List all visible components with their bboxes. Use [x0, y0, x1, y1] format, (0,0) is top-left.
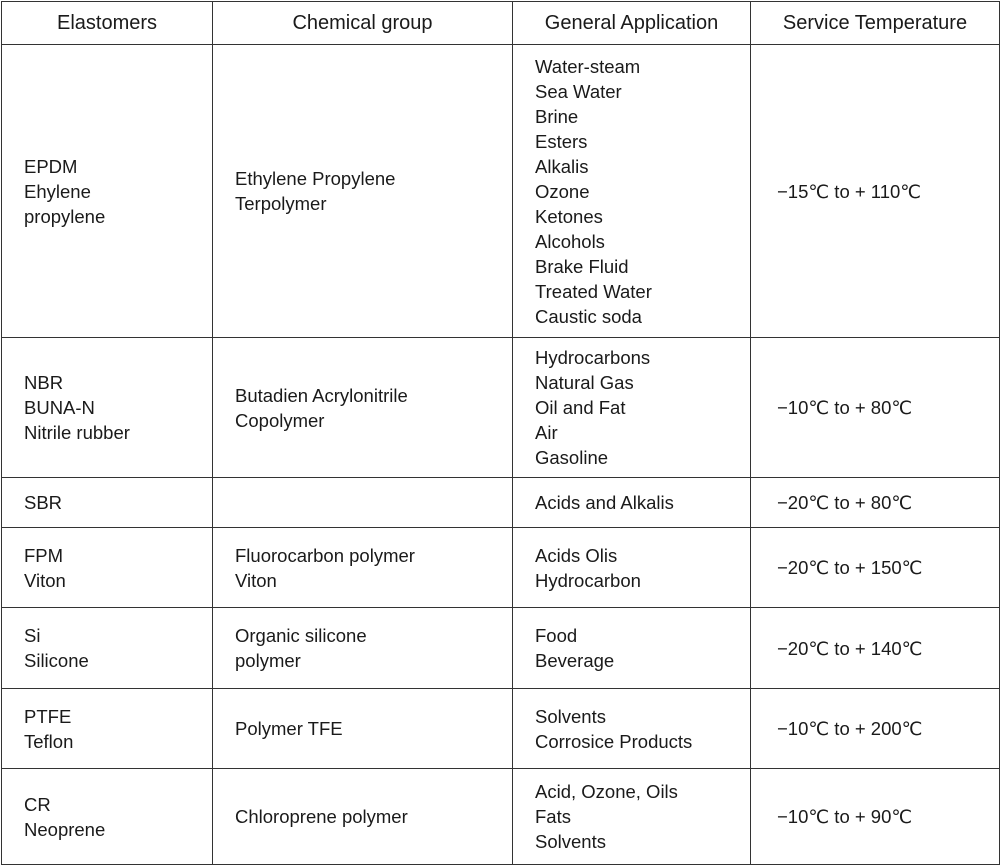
elastomer-cell-line: BUNA-N	[24, 397, 95, 418]
application-cell-line: Hydrocarbons	[535, 347, 651, 368]
application-cell-line: Corrosice Products	[535, 730, 693, 752]
application-cell	[513, 478, 751, 528]
application-cell-line: Acids Olis	[535, 544, 618, 566]
application-cell-line: Ketones	[535, 205, 603, 227]
elastomer-cell-line: Si	[24, 625, 41, 646]
chemical-group-cell-line: Ethylene Propylene	[235, 168, 396, 189]
application-cell	[513, 45, 751, 338]
application-cell-line: Alkalis	[535, 155, 589, 177]
chemical-group-cell	[213, 338, 513, 478]
temperature-cell: −10℃ to + 80℃	[751, 338, 1000, 478]
application-cell-line: Acid, Ozone, Oils	[535, 781, 678, 802]
chemical-group-cell-line: polymer	[235, 650, 301, 671]
table-row	[2, 689, 1000, 769]
header-chemical-group: Chemical group	[213, 2, 513, 45]
application-cell-line: Ozone	[535, 180, 590, 202]
elastomer-cell-line: SBR	[24, 492, 63, 513]
application-cell	[513, 528, 751, 608]
elastomer-cell-line: Viton	[24, 569, 66, 591]
elastomer-cell	[2, 478, 213, 528]
application-cell-line: Solvents	[535, 831, 606, 852]
elastomer-cell-line: Neoprene	[24, 818, 106, 840]
chemical-group-cell-line: Copolymer	[235, 409, 325, 431]
application-cell-line: Food	[535, 625, 578, 646]
elastomer-cell-line: PTFE	[24, 705, 72, 727]
elastomer-cell-line: Ehylene	[24, 180, 91, 202]
table-row	[2, 528, 1000, 608]
elastomer-cell-line: EPDM	[24, 155, 78, 177]
chemical-group-cell-line: Viton	[235, 569, 277, 591]
application-cell-line: Treated Water	[535, 280, 652, 302]
elastomer-cell-line: CR	[24, 793, 51, 815]
application-cell-line: Sea Water	[535, 80, 622, 102]
temperature-cell: −10℃ to + 200℃	[751, 689, 1000, 769]
temperature-cell: −10℃ to + 90℃	[751, 769, 1000, 865]
application-cell-line: Oil and Fat	[535, 397, 626, 418]
table-row	[2, 608, 1000, 689]
chemical-group-cell-line: Organic silicone	[235, 625, 367, 646]
application-cell	[513, 608, 751, 689]
chemical-group-cell	[213, 689, 513, 769]
chemical-group-cell-line: Fluorocarbon polymer	[235, 544, 415, 566]
chemical-group-cell	[213, 769, 513, 865]
application-cell	[513, 769, 751, 865]
elastomer-cell	[2, 45, 213, 338]
application-cell-line: Natural Gas	[535, 372, 634, 393]
application-cell-line: Air	[535, 422, 558, 443]
elastomer-cell-line: Silicone	[24, 650, 89, 671]
elastomer-cell-line: Nitrile rubber	[24, 422, 130, 443]
elastomer-cell-line: propylene	[24, 205, 106, 227]
elastomer-cell-line: Teflon	[24, 730, 74, 752]
temperature-cell: −20℃ to + 80℃	[751, 478, 1000, 528]
application-cell-line: Brine	[535, 105, 579, 127]
application-cell	[513, 689, 751, 769]
header-elastomers: Elastomers	[2, 2, 213, 45]
chemical-group-cell-line: Polymer TFE	[235, 718, 343, 739]
elastomer-cell	[2, 769, 213, 865]
application-cell	[513, 338, 751, 478]
application-cell-line: Caustic soda	[535, 305, 642, 327]
table-row	[2, 478, 1000, 528]
header-service-temperature: Service Temperature	[751, 2, 1000, 45]
chemical-group-cell	[213, 528, 513, 608]
elastomer-cell	[2, 528, 213, 608]
application-cell-line: Acids and Alkalis	[535, 492, 674, 513]
temperature-cell: −15℃ to + 110℃	[751, 45, 1000, 338]
table-row	[2, 338, 1000, 478]
header-general-application: General Application	[513, 2, 751, 45]
elastomer-cell	[2, 338, 213, 478]
application-cell-line: Esters	[535, 130, 588, 152]
chemical-group-cell	[213, 608, 513, 689]
table-row	[2, 769, 1000, 865]
table-body	[2, 45, 1000, 865]
application-cell-line: Hydrocarbon	[535, 569, 641, 591]
elastomers-table	[1, 1, 1000, 865]
application-cell-line: Fats	[535, 806, 571, 827]
chemical-group-cell-line: Terpolymer	[235, 193, 327, 214]
application-cell-line: Brake Fluid	[535, 255, 629, 277]
chemical-group-cell	[213, 45, 513, 338]
application-cell-line: Water-steam	[535, 55, 641, 77]
application-cell-line: Gasoline	[535, 447, 609, 468]
application-cell-line: Alcohols	[535, 230, 605, 252]
elastomer-cell-line: FPM	[24, 544, 64, 566]
application-cell-line: Beverage	[535, 650, 615, 671]
elastomer-cell	[2, 608, 213, 689]
elastomer-cell-line: NBR	[24, 372, 64, 393]
chemical-group-cell	[213, 478, 513, 528]
chemical-group-cell-line: Butadien Acrylonitrile	[235, 384, 408, 406]
table-header	[2, 2, 1000, 45]
temperature-cell: −20℃ to + 140℃	[751, 608, 1000, 689]
application-cell-line: Solvents	[535, 705, 606, 727]
header-row	[2, 2, 1000, 45]
table-row	[2, 45, 1000, 338]
elastomer-cell	[2, 689, 213, 769]
chemical-group-cell-line: Chloroprene polymer	[235, 806, 408, 827]
temperature-cell: −20℃ to + 150℃	[751, 528, 1000, 608]
